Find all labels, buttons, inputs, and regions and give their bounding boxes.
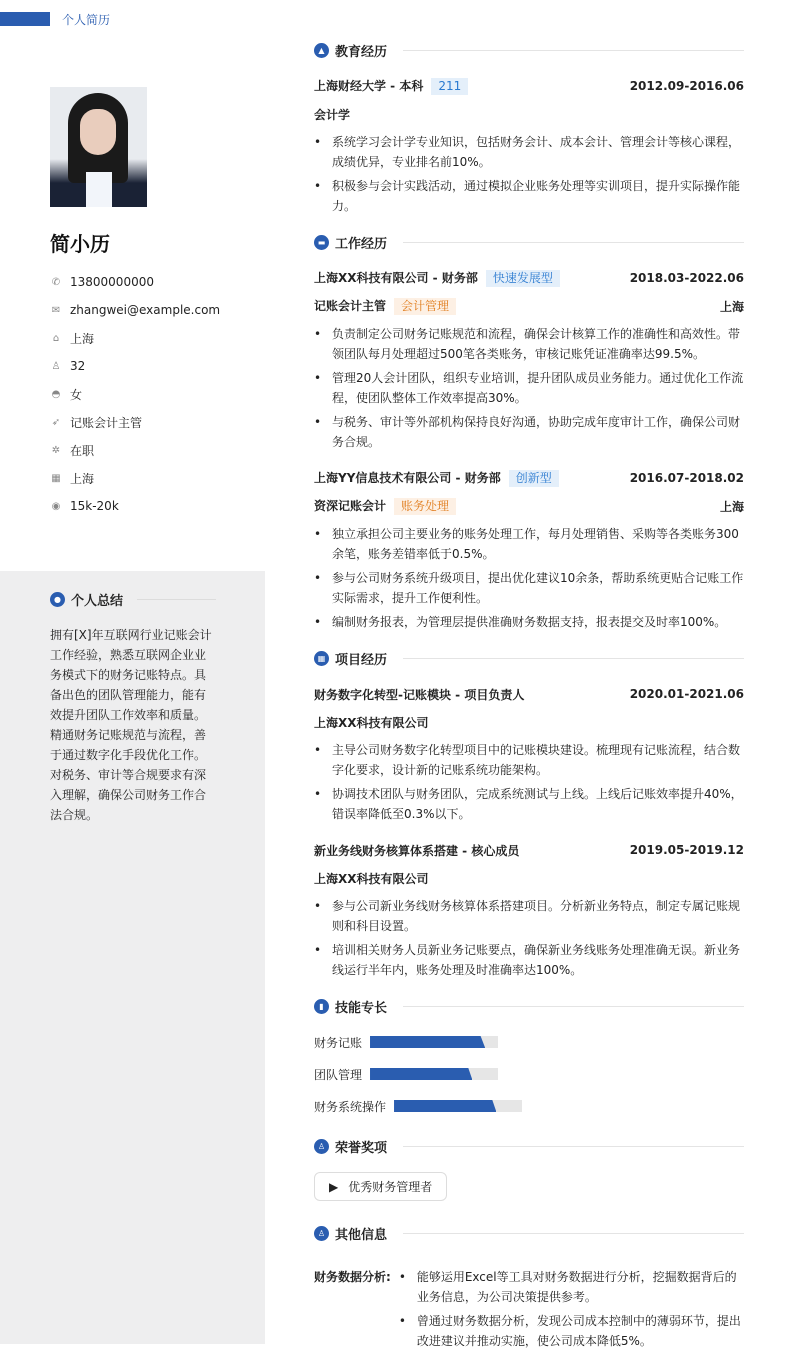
info-row bbox=[50, 408, 220, 436]
section-title: 工作经历 bbox=[335, 236, 388, 252]
school-tag: 211 bbox=[431, 78, 468, 95]
section-title: 荣誉奖项 bbox=[335, 1140, 388, 1156]
award-name: 优秀财务管理者 bbox=[348, 1180, 433, 1194]
bullet-item: • 管理20人会计团队，组织专业培训，提升团队成员业务能力。通过优化工作流程，使团队整体工作效率提高30%。 bbox=[314, 368, 744, 408]
info-row bbox=[50, 324, 220, 352]
play-icon: ▶ bbox=[329, 1179, 339, 1194]
summary-heading bbox=[50, 590, 216, 609]
bullet-item: • 培训相关财务人员新业务记账要点，确保新业务线账务处理准确无误。新业务线运行半年内，账务处理及时准确率达100%。 bbox=[314, 940, 744, 980]
bullet-item: • 编制财务报表，为管理层提供准确财务数据支持，报表提交及时率100%。 bbox=[314, 612, 744, 632]
bullet-item: • 独立承担公司主要业务的账务处理工作，每月处理销售、采购等各类账务300余笔，账务差错率低于0.5%。 bbox=[314, 524, 744, 564]
section-projects-heading bbox=[314, 648, 744, 668]
section-title: 项目经历 bbox=[335, 652, 388, 668]
major: 会计学 bbox=[314, 107, 351, 122]
skill-name: 团队管理 bbox=[314, 1067, 363, 1082]
section-title: 其他信息 bbox=[335, 1227, 388, 1243]
role-tag: 会计管理 bbox=[394, 298, 456, 315]
project-entry bbox=[314, 684, 744, 824]
summary-title: 个人总结 bbox=[71, 594, 124, 609]
role: 资深记账会计 bbox=[314, 499, 387, 513]
info-row bbox=[50, 436, 220, 464]
building-icon: ▦ bbox=[51, 472, 61, 484]
briefcase-icon: ▬ bbox=[314, 235, 329, 250]
bullet-list bbox=[314, 524, 744, 632]
send-icon: ➶ bbox=[51, 416, 61, 428]
bullet-list bbox=[314, 740, 744, 824]
bullet-item: • 曾通过财务数据分析，发现公司成本控制中的薄弱环节，提出改进建议并推动实施，使公司成本降低5%。 bbox=[399, 1311, 744, 1351]
skill-name: 财务系统操作 bbox=[314, 1099, 387, 1114]
project-company: 上海XX科技有限公司 bbox=[314, 871, 429, 886]
bullet-item: • 与税务、审计等外部机构保持良好沟通，协助完成年度审计工作，确保公司财务合规。 bbox=[314, 412, 744, 452]
page-title: 个人简历 bbox=[62, 13, 111, 27]
award-icon: ♙ bbox=[314, 1139, 329, 1154]
date: 2020.01-2021.06 bbox=[629, 687, 744, 701]
company-tag: 创新型 bbox=[509, 470, 559, 487]
company: 上海YY信息技术有限公司 - 财务部 bbox=[314, 471, 501, 485]
info-row bbox=[50, 296, 220, 324]
profile-photo bbox=[50, 87, 147, 207]
company-tag: 快速发展型 bbox=[486, 270, 560, 287]
project-name: 新业务线财务核算体系搭建 - 核心成员 bbox=[314, 843, 520, 858]
main-content bbox=[314, 40, 744, 1355]
salary-icon: ◉ bbox=[51, 500, 61, 512]
section-skills-heading bbox=[314, 996, 744, 1016]
project-company: 上海XX科技有限公司 bbox=[314, 715, 429, 730]
bullet-item: • 积极参与会计实践活动，通过模拟企业账务处理等实训项目，提升实际操作能力。 bbox=[314, 176, 744, 216]
skill-item bbox=[314, 1096, 535, 1116]
other-label: 财务数据分析: bbox=[314, 1270, 391, 1284]
phone-icon: ✆ bbox=[51, 276, 61, 288]
section-other-heading bbox=[314, 1223, 744, 1243]
info-row bbox=[50, 380, 220, 408]
skill-name: 财务记账 bbox=[314, 1035, 363, 1050]
grid-icon: ▦ bbox=[314, 651, 329, 666]
bullet-list bbox=[314, 896, 744, 980]
school: 上海财经大学 - 本科 bbox=[314, 79, 424, 93]
skill-bar bbox=[394, 1100, 522, 1112]
bullet-item: • 能够运用Excel等工具对财务数据进行分析，挖掘数据背后的业务信息，为公司决策提供参考。 bbox=[399, 1267, 744, 1307]
info-value: 32 bbox=[70, 359, 86, 373]
info-value: zhangwei@example.com bbox=[70, 303, 221, 317]
bullet-item: • 参与公司新业务线财务核算体系搭建项目。分析新业务特点，制定专属记账规则和科目设置。 bbox=[314, 896, 744, 936]
info-row bbox=[50, 268, 220, 296]
skill-item bbox=[314, 1064, 535, 1084]
bullet-list bbox=[399, 1267, 744, 1351]
info-value: 15k-20k bbox=[70, 499, 119, 513]
mail-icon: ✉ bbox=[51, 304, 61, 316]
bullet-item: • 参与公司财务系统升级项目，提出优化建议10余条，帮助系统更贴合记账工作实际需求，提升工作便利性。 bbox=[314, 568, 744, 608]
info-value: 在职 bbox=[70, 443, 95, 458]
user-icon: ● bbox=[50, 592, 65, 607]
education-entry bbox=[314, 76, 744, 216]
bullet-item: • 协调技术团队与财务团队，完成系统测试与上线。上线后记账效率提升40%，错误率降低至0.3%以下。 bbox=[314, 784, 744, 824]
info-value: 女 bbox=[70, 387, 83, 402]
project-entry bbox=[314, 840, 744, 980]
location: 上海 bbox=[719, 499, 744, 514]
info-row bbox=[50, 464, 220, 492]
date: 2016.07-2018.02 bbox=[629, 471, 744, 485]
section-education-heading bbox=[314, 40, 744, 60]
info-value: 上海 bbox=[70, 471, 95, 486]
skill-bar bbox=[370, 1068, 498, 1080]
graduation-cap-icon: ▲ bbox=[314, 43, 329, 58]
other-info-item bbox=[314, 1259, 744, 1355]
profile-name: 简小历 bbox=[50, 232, 110, 256]
skill-bar-fill bbox=[370, 1068, 472, 1080]
work-entry bbox=[314, 268, 744, 452]
bullet-list bbox=[314, 324, 744, 452]
section-awards-heading bbox=[314, 1136, 744, 1156]
company: 上海XX科技有限公司 - 财务部 bbox=[314, 271, 478, 285]
info-row bbox=[50, 352, 220, 380]
date: 2018.03-2022.06 bbox=[629, 271, 744, 285]
bullet-list bbox=[314, 132, 744, 216]
summary-text: 拥有[X]年互联网行业记账会计工作经验，熟悉互联网企业业务模式下的财务记账特点。具备出色的团队管理能力，能有效提升团队工作效率和质量。精通财务记账规范与流程，善于通过数字化手段优化工作。对税务、审计等合规要求有深入理解，确保公司财务工作合法合规。 bbox=[50, 628, 212, 822]
skill-bar-fill bbox=[370, 1036, 485, 1048]
gender-icon: ◓ bbox=[51, 388, 61, 400]
cake-icon: ♙ bbox=[51, 360, 61, 372]
info-value: 13800000000 bbox=[70, 275, 154, 289]
section-title: 教育经历 bbox=[335, 44, 388, 60]
skill-item bbox=[314, 1032, 535, 1052]
role-tag: 账务处理 bbox=[394, 498, 456, 515]
home-icon: ⌂ bbox=[52, 332, 60, 344]
skill-bar bbox=[370, 1036, 498, 1048]
info-value: 上海 bbox=[70, 331, 95, 346]
contact-info bbox=[50, 268, 220, 520]
skill-bar-fill bbox=[394, 1100, 496, 1112]
info-value: 记账会计主管 bbox=[70, 415, 143, 430]
work-entry bbox=[314, 468, 744, 632]
bullet-item: • 主导公司财务数字化转型项目中的记账模块建设。梳理现有记账流程，结合数字化要求，设计新的记账系统功能架构。 bbox=[314, 740, 744, 780]
bullet-item: • 负责制定公司财务记账规范和流程，确保会计核算工作的准确性和高效性。带领团队每月处理超过500笔各类账务，审核记账凭证准确率达99.5%。 bbox=[314, 324, 744, 364]
award-icon: ♙ bbox=[314, 1226, 329, 1241]
section-work-heading bbox=[314, 232, 744, 252]
section-title: 技能专长 bbox=[335, 1000, 388, 1016]
header-accent-bar bbox=[0, 12, 50, 26]
date: 2019.05-2019.12 bbox=[629, 843, 744, 857]
date: 2012.09-2016.06 bbox=[629, 79, 744, 93]
bullet-item: • 系统学习会计学专业知识，包括财务会计、成本会计、管理会计等核心课程，成绩优异，专业排名前10%。 bbox=[314, 132, 744, 172]
location: 上海 bbox=[719, 299, 744, 314]
project-name: 财务数字化转型-记账模块 - 项目负责人 bbox=[314, 687, 525, 702]
bar-chart-icon: ▮ bbox=[314, 999, 329, 1014]
role: 记账会计主管 bbox=[314, 299, 387, 313]
status-icon: ✲ bbox=[51, 444, 61, 456]
info-row bbox=[50, 492, 220, 520]
award-item bbox=[314, 1172, 447, 1201]
